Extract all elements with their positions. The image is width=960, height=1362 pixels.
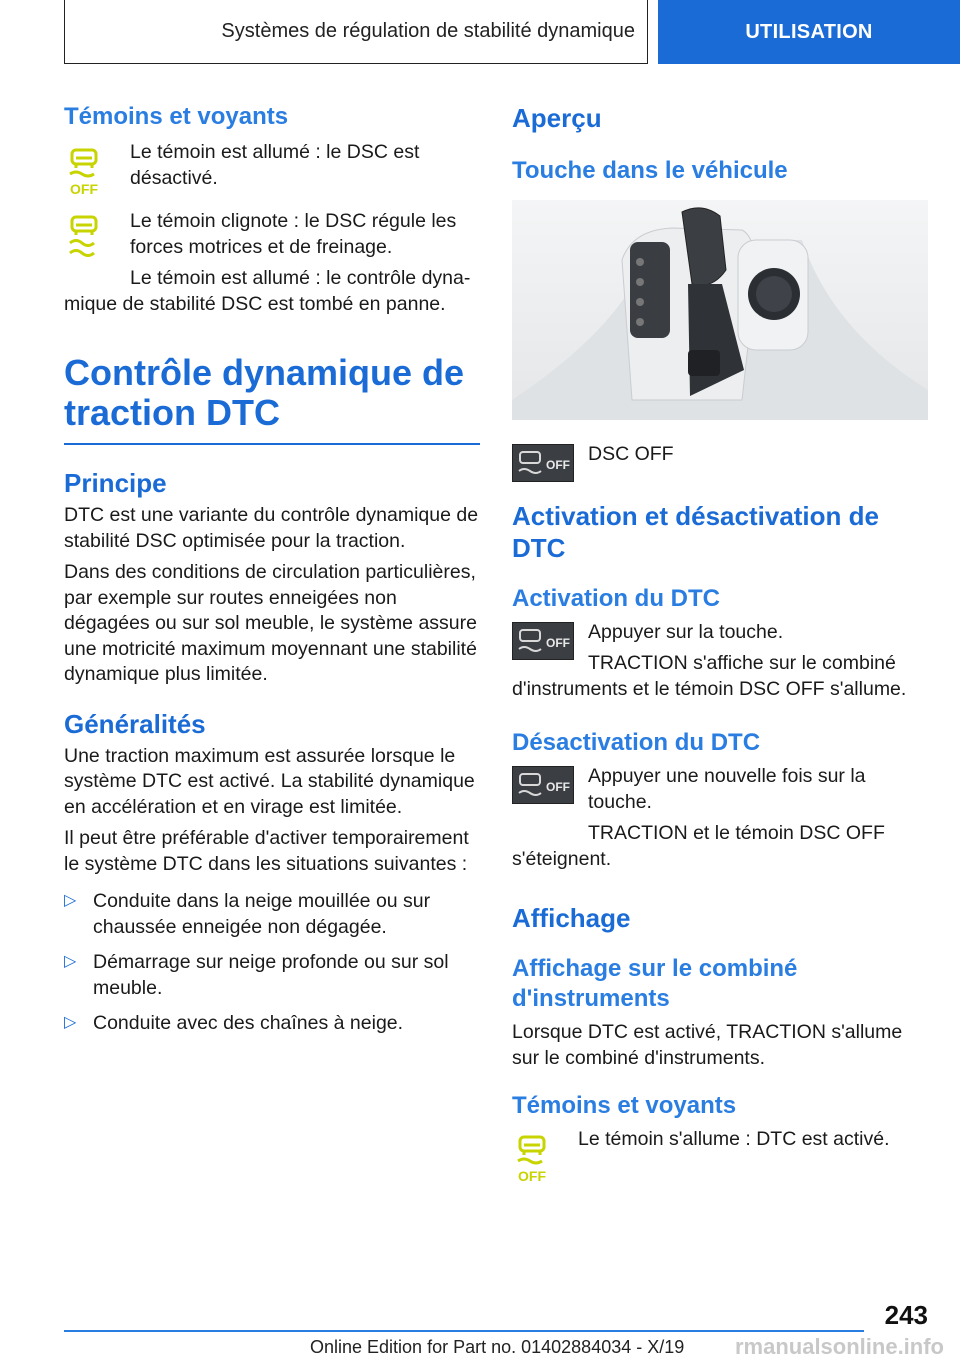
page-number: 243 (884, 1300, 928, 1330)
dsc-off-warning-icon (64, 144, 104, 196)
desactivation-step-1: Appuyer une nouvelle fois sur la touche. (588, 765, 866, 813)
temoins-heading: Témoins et voyants (64, 103, 289, 130)
heading-rule (64, 443, 480, 445)
activation-heading: Activation et désactivation de DTC (512, 500, 879, 563)
touche-heading: Touche dans le véhicule (512, 157, 788, 184)
affichage-heading: Affichage (512, 903, 631, 933)
principe-heading: Principe (64, 468, 167, 498)
apercu-heading: Aperçu (512, 103, 602, 133)
temoin-dsc-blink-row (64, 209, 480, 260)
triangle-bullet-icon: ▷ (64, 1014, 77, 1031)
dsc-off-button-icon[interactable] (512, 766, 574, 804)
temoin-dsc-panne-text: Le témoin est allumé : le contrôle dynamique de stabilité DSC est tombé en panne. (64, 267, 471, 315)
temoin-dsc-blink-text: Le témoin clignote : le DSC régule les forces motrices et de freinage. (130, 210, 457, 258)
footer-rule (64, 1330, 864, 1332)
list-item: ▷ Conduite dans la neige mouillée ou sur chaussée enneigée non dégagée. (64, 890, 431, 938)
dsc-off-label: DSC OFF (588, 443, 674, 465)
list-item: ▷ Démarrage sur neige profonde ou sur sol meuble. (64, 951, 449, 999)
dsc-active-warning-icon (64, 213, 104, 265)
triangle-bullet-icon: ▷ (64, 892, 77, 909)
principe-paragraph-2: Dans des conditions de circulation particulières, par exemple sur routes enneigées non dégagées ou sur sol meuble, le système assure une motricité maximum moyennant une stabilité dynamique plus limitée. (64, 561, 477, 685)
right-column (512, 102, 928, 1183)
activation-step-1: Appuyer sur la touche. (588, 620, 784, 643)
temoin-dtc-text: Le témoin s'allume : DTC est activé. (578, 1128, 890, 1150)
desactivation-subheading: Désactivation du DTC (512, 729, 761, 756)
section-tab[interactable] (658, 0, 960, 64)
generalites-paragraph-2: Il peut être préférable d'activer temporairement le système DTC dans les situations suivantes : (64, 827, 469, 875)
svg-text:OFF: OFF (546, 635, 570, 650)
center-console-photo (512, 200, 928, 420)
activation-subheading: Activation du DTC (512, 584, 720, 612)
dsc-off-button-icon[interactable] (512, 622, 574, 660)
generalites-heading: Généralités (64, 708, 206, 739)
edition-text: Online Edition for Part no. 01402884034 - X/19 (310, 1337, 685, 1357)
list-item: ▷ Conduite avec des chaînes à neige. (64, 1012, 404, 1034)
temoin-dtc-row (512, 1127, 928, 1183)
temoin-dsc-off-text: Le témoin est allumé : le DSC est désactivé. (130, 141, 420, 189)
running-header (64, 0, 648, 64)
affichage-subheading: Affichage sur le combiné d'instruments (512, 955, 798, 1012)
dsc-off-button-row (512, 442, 928, 472)
desactivation-step-2: TRACTION et le témoin DSC OFF s'éteignent. (512, 822, 885, 870)
dtc-heading: Contrôle dynamique de traction DTC (64, 352, 465, 433)
svg-text:OFF: OFF (546, 458, 570, 472)
svg-text:OFF: OFF (70, 181, 98, 196)
section-tab-label: UTILISATION (745, 20, 873, 43)
watermark: rmanualsonline.info (734, 1334, 944, 1359)
generalites-paragraph-1: Une traction maximum est assurée lorsque le système DTC est activé. La stabilité dynamique en accélération et en virage est limitée. (64, 744, 475, 818)
temoin-dsc-off-row (64, 140, 480, 196)
dsc-off-warning-icon (512, 1131, 552, 1183)
svg-text:OFF: OFF (518, 1168, 546, 1183)
activation-row (512, 620, 928, 650)
temoins-heading-right: Témoins et voyants (512, 1092, 737, 1119)
desactivation-row (512, 764, 928, 815)
center-console-illustration (512, 200, 928, 420)
left-column (64, 102, 480, 1037)
activation-step-2: TRACTION s'affiche sur le combiné d'instruments et le témoin DSC OFF s'allume. (512, 652, 907, 700)
svg-text:OFF: OFF (546, 780, 570, 794)
affichage-paragraph: Lorsque DTC est activé, TRACTION s'allume sur le combiné d'instruments. (512, 1021, 903, 1069)
principe-paragraph-1: DTC est une variante du contrôle dynamique de stabilité DSC optimisée pour la traction. (64, 504, 479, 552)
chapter-title: Systèmes de régulation de stabilité dynamique (221, 20, 635, 42)
triangle-bullet-icon: ▷ (64, 953, 77, 970)
dsc-off-button-icon[interactable] (512, 444, 574, 482)
